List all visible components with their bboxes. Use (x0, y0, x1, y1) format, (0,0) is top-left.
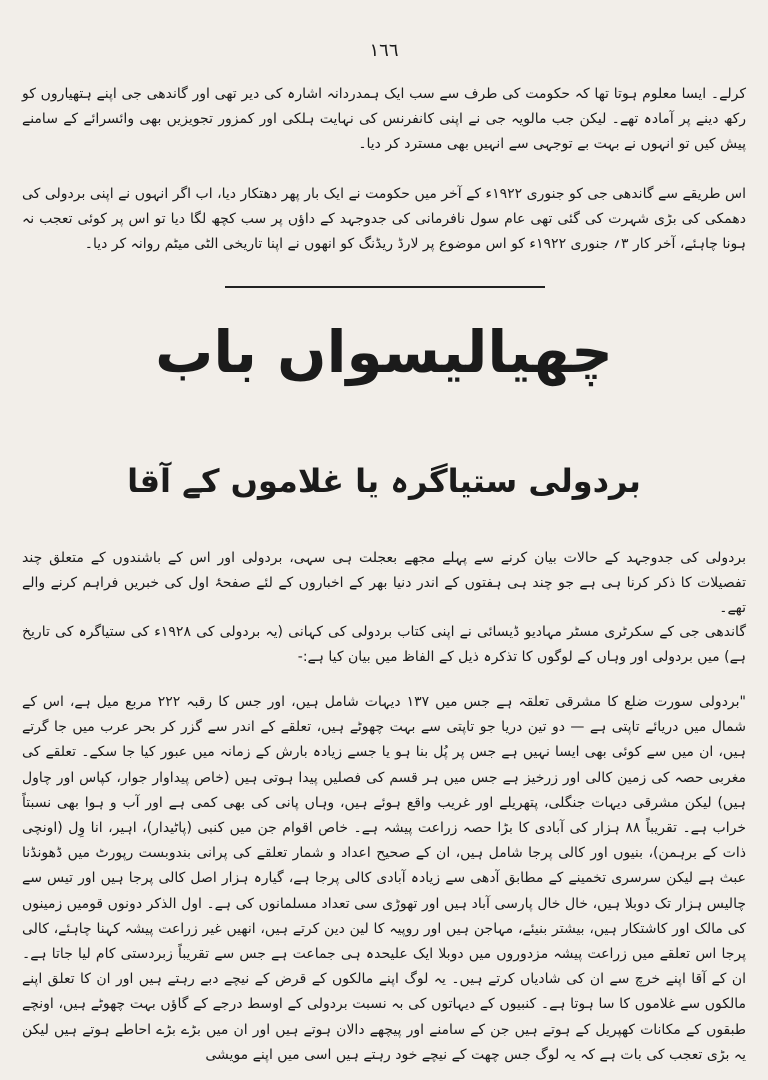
paragraph-ultimatum: اس طریقے سے گاندھی جی کو جنوری ۱۹۲۲ء کے آخر میں حکومت نے ایک بار پھر دھتکار دیا، اب اگر انہوں نے اپنی بردولی کی دھمکی کی بڑی شہرت کی گئی تھی عام سول نافرمانی کی جدوجہد کے داؤں پر سب کچھ لگا دیا تو اس پر کوئی تعجب نہ ہونا چاہئے، آخر کار ۳؍ جنوری ۱۹۲۲ء کو اس موضوع پر لارڈ ریڈنگ کو انھوں نے اپنا تاریخی الٹی میٹم روانہ کر دیا۔ (22, 186, 746, 252)
quote-paragraph-population: تقریباً ۸۸ ہزار کی آبادی کا بڑا حصہ زراعت پیشہ ہے۔ خاص اقوام جن میں کنبی (پاٹیدار)، اہیر، انا وِل (اونچی ذات کے برہمن)، بنیوں اور کالی پرجا شامل ہیں، ان کے صحیح اعداد و شمار تعلقے کی پرانی بندوبست رپورٹ میں ڈھونڈنا عبث ہے لیکن سرسری تخمینے کے مطابق آدھی سے زیادہ آبادی کالی پرجا ہے، گیارہ ہزار اصل کالی پرجا ہیں اور تیس سے چالیس ہزار تک دوبلا ہیں، خال خال پارسی آباد ہیں اور تھوڑی سی تعداد مسلمانوں کی ہے۔ اول الذکر دونوں قومیں زمینوں کی مالک اور کاشتکار ہیں، بیشتر بنیئے، مہاجن ہیں اور روپیہ کا لین دین کرتے ہیں، انھیں غیر زراعت پیشہ کہنا چاہئے، کالی پرجا اس تعلقے میں زراعت پیشہ مزدوروں میں دوبلا ایک علیحدہ ہی جماعت ہے جس سے تقریباً زبردستی کام لیا جاتا ہے۔ ان کے آقا اپنے خرچ سے ان کی شادیاں کرتے ہیں۔ یہ لوگ اپنے مالکوں کے قرض کے نیچے دبے رہتے ہیں اور ان کا تعلق اپنے مالکوں سے غلاموں کا سا ہوتا ہے۔ (22, 820, 747, 1013)
quote-paragraph-villages: کنبیوں کے دیہاتوں کی بہ نسبت بردولی کے اوسط درجے کے گاؤں بہت چھوٹے ہیں، اونچے طبقوں کے مکانات کھپریل کے ہوتے ہیں جن کے سامنے اور پیچھے دالان ہوتے ہیں اور ان میں بڑے بڑے احاطے ہوتے ہیں لیکن یہ بڑی تعجب کی بات ہے کہ یہ لوگ جس چھت کے نیچے خود رہتے ہیں اسی میں اپنے مویشی (22, 996, 746, 1063)
chapter-title: چھیالیسواں باب (155, 318, 613, 386)
paragraph-mahadev-desai: گاندھی جی کے سکرٹری مسٹر مہادیو ڈیسائی نے اپنی کتاب بردولی کی کہانی (یہ بردولی کی ۱۹۲۸ء کی ستیاگرہ کی تاریخ ہے) میں بردولی اور وہاں کے لوگوں کا تذکرہ ذیل کے الفاظ میں بیان کیا ہے:- (22, 624, 746, 665)
section-divider (225, 286, 545, 288)
page-number: ١٦٦ (369, 40, 399, 61)
paragraph-bardoli-intro: بردولی کی جدوجہد کے حالات بیان کرنے سے پہلے مجھے بعجلت ہی سہی، بردولی اور اس کے باشندوں کے متعلق چند تفصیلات کا ذکر کرنا ہی ہے جو چند ہی ہفتوں کے اندر دنیا بھر کے اخباروں کے لئے صفحۂ اول کی خبریں فراہم کرنے والے تھے۔ (22, 550, 746, 616)
quote-paragraph-geography: "بردولی سورت ضلع کا مشرقی تعلقہ ہے جس میں ۱۳۷ دیہات شامل ہیں، اور جس کا رقبہ ۲۲۲ مربع میل ہے، اس کے شمال میں دریائے تاپتی ہے — دو تین دریا جو تاپتی سے بہت چھوٹے ہیں، تعلقے کے اندر سے گزر کر بحر عرب میں جا گرتے ہیں، ان میں سے کوئی بھی ایسا نہیں ہے جس پر پُل بنا ہو یا جسے زیادہ بارش کے زمانہ میں عبور کیا جا سکے۔ تعلقے کی مغربی حصہ کی زمین کالی اور زرخیز ہے جس میں ہر قسم کی فصلیں پیدا ہوتی ہیں (خاص پیداوار جوار، کپاس اور چاول ہیں) لیکن مشرقی دیہات جنگلی، پتھریلے اور غریب واقع ہوئے ہیں، وہاں پانی کی بھی کمی ہے اور آب و ہوا بھی نسبتاً خراب ہے۔ (22, 694, 746, 837)
quoted-passage (22, 690, 746, 1068)
chapter-subtitle: بردولی ستیاگرہ یا غلاموں کے آقا (127, 462, 641, 500)
paragraph-intro: کرلے۔ ایسا معلوم ہوتا تھا کہ حکومت کی طرف سے سب ایک ہمدردانہ اشارہ کی دیر تھی اور گاندھی جی اپنے ہتھیاروں کو رکھ دینے پر آمادہ تھے۔ لیکن جب مالویہ جی نے اپنی کانفرنس کی نہایت ہلکی اور کمزور تجویزیں بھی وائسرائے کے سامنے پیش کیں تو انہوں نے بہت بے توجہی سے انہیں بھی مسترد کر دیا۔ (22, 86, 746, 152)
